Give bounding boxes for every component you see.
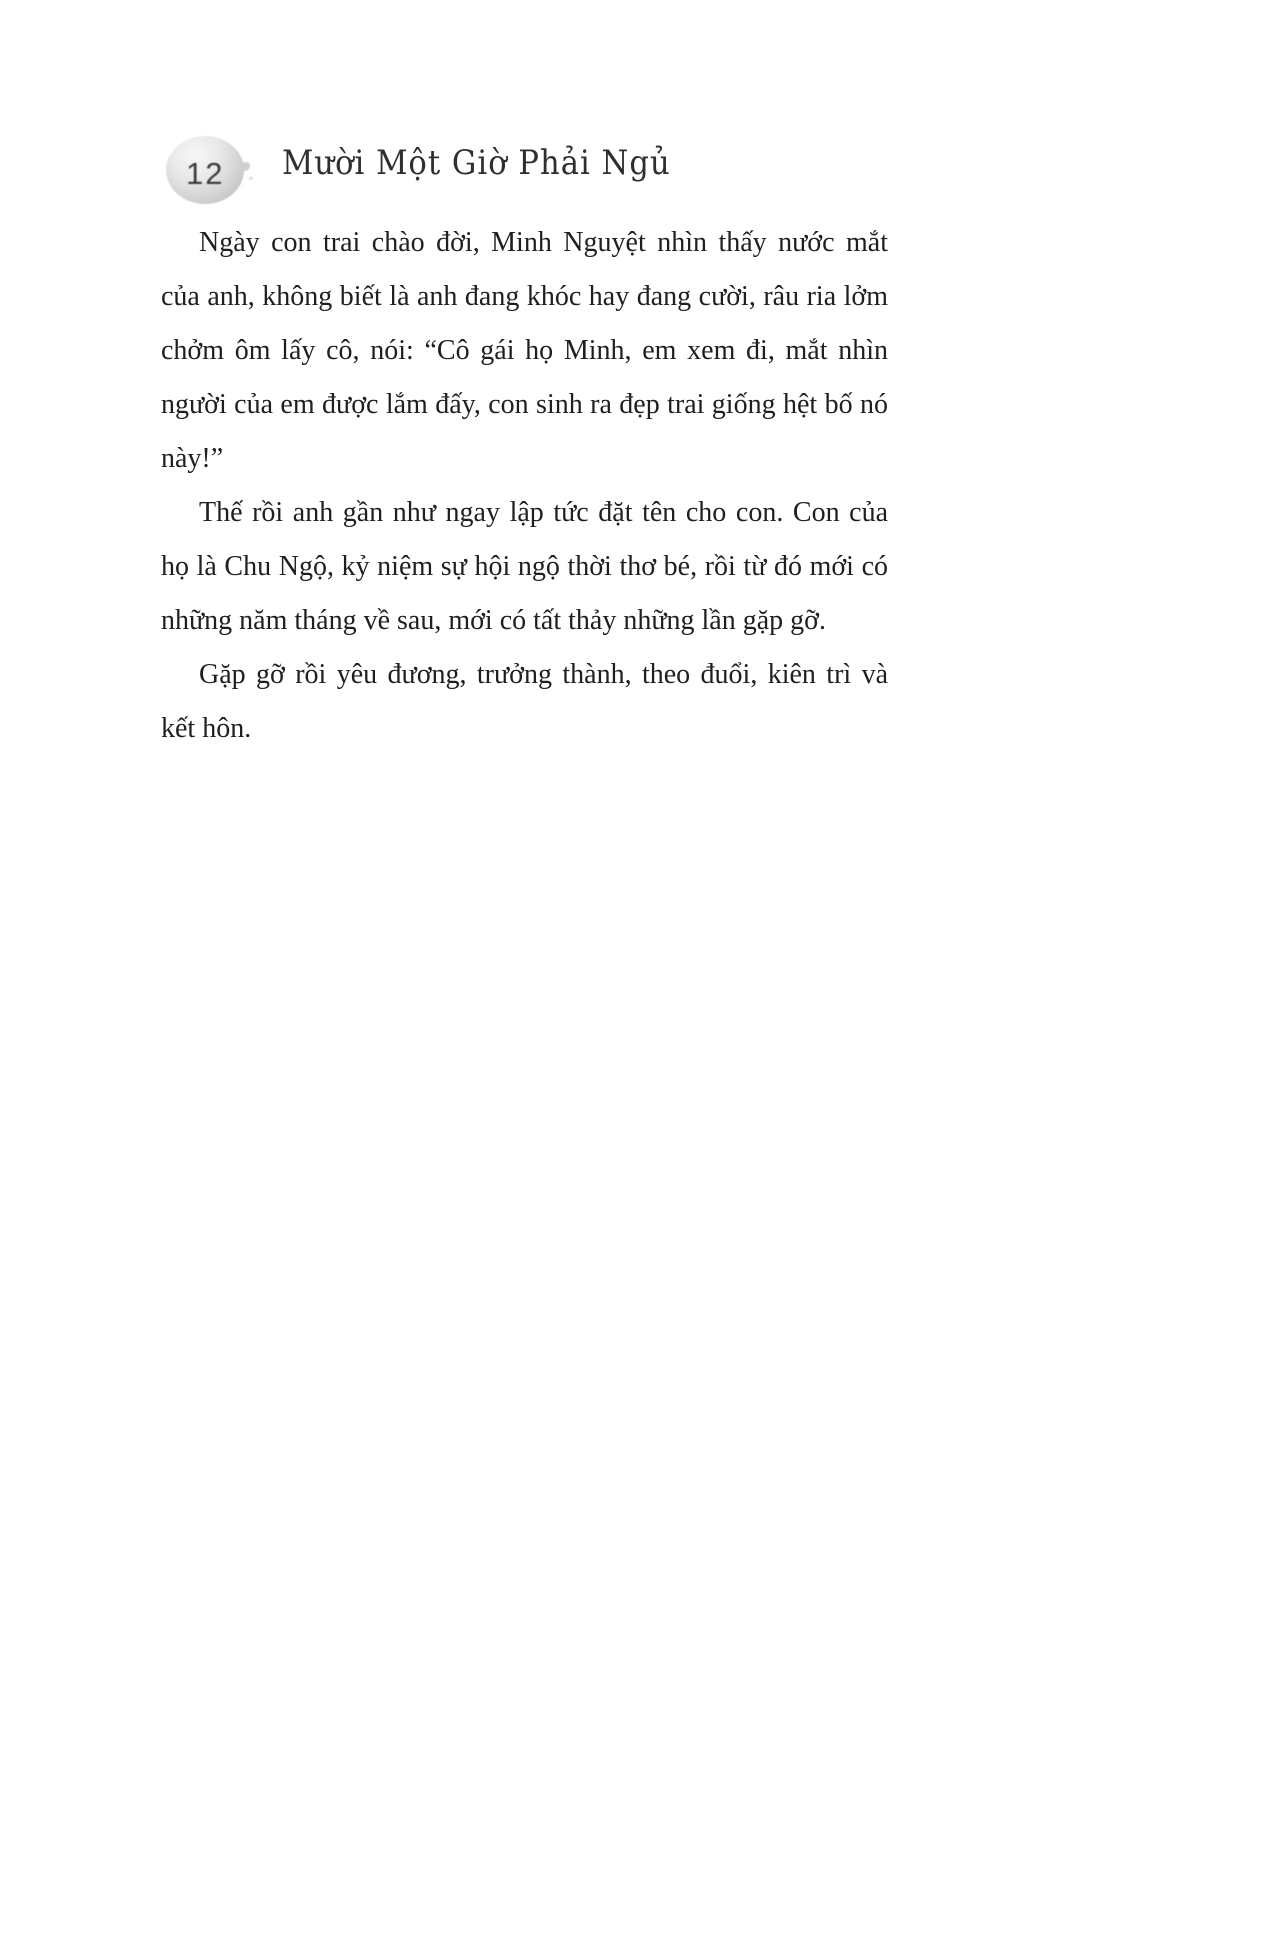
page-body	[161, 216, 888, 756]
paragraph-2: Thế rồi anh gần như ngay lập tức đặt tên cho con. Con của họ là Chu Ngộ, kỷ niệm sự hội ngộ thời thơ bé, rồi từ đó mới có những năm tháng về sau, mới có tất thảy những lần gặp gỡ.	[161, 497, 888, 636]
paragraph-3: Gặp gỡ rồi yêu đương, trưởng thành, theo đuổi, kiên trì và kết hôn.	[161, 659, 888, 744]
running-head-title: Mười Một Giờ Phải Ngủ	[282, 144, 671, 184]
page-number-badge	[166, 136, 244, 204]
page-number: 12	[186, 156, 225, 191]
page-header	[0, 0, 1284, 210]
paragraph-1: Ngày con trai chào đời, Minh Nguyệt nhìn thấy nước mắt của anh, không biết là anh đang khóc hay đang cười, râu ria lởm chởm ôm lấy cô, nói: “Cô gái họ Minh, em xem đi, mắt nhìn người của em được lắm đấy, con sinh ra đẹp trai giống hệt bố nó này!”	[161, 227, 888, 474]
